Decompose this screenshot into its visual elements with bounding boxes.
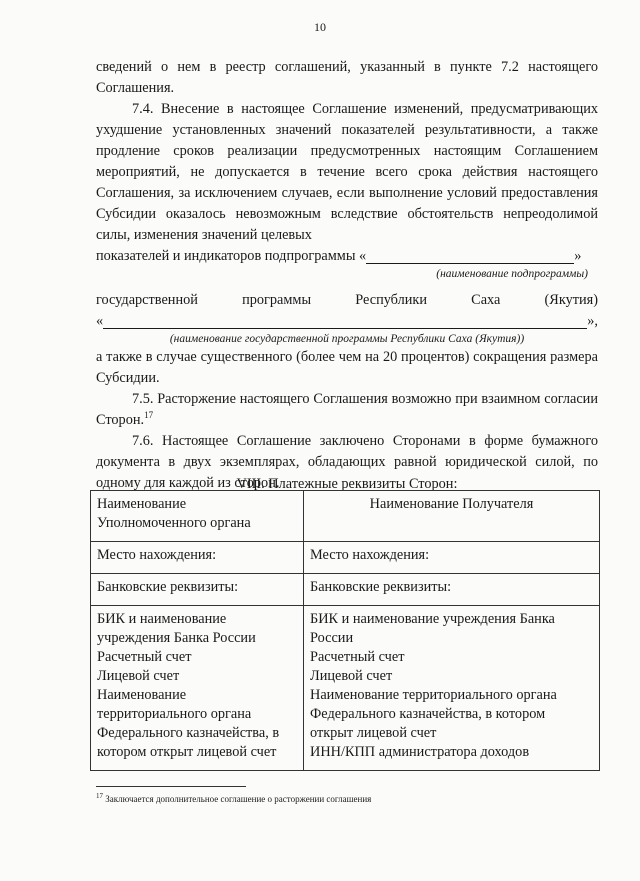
gov-word: программы [242,292,312,308]
table-row [91,491,600,542]
detail-line: территориального органа [97,706,252,722]
detail-line: Расчетный счет [310,649,405,665]
paragraph-7-4-tail: а также в случае существенного (более чем на 20 процентов) сокращения размера Субсидии. [96,349,598,386]
detail-line: Лицевой счет [310,668,393,684]
detail-line: Расчетный счет [97,649,192,665]
detail-line: ИНН/КПП администратора доходов [310,744,530,760]
table-row [91,542,600,574]
paragraph-7-4: 7.4. Внесение в настоящее Соглашение изменений, предусматривающих ухудшение установленных значений показателей результативности, а также продление сроков реализации предусмотренных настоящим Соглашением мероприятий, не допускается в течение всего срока действия настоящего Соглашения, за исключением случаев, если выполнение условий предоставления Субсидии оказалось невозможным вследствие обстоятельств непреодолимой силы, изменения значений целевых [96,101,598,243]
gov-program-line [96,290,598,311]
authority-location-cell: Место нахождения: [91,542,304,574]
detail-line: Федерального казначейства, в котором [310,706,546,722]
paragraph-7-3-tail: сведений о нем в реестр соглашений, указанный в пункте 7.2 настоящего Соглашения. [96,59,598,96]
recipient-bank-cell: Банковские реквизиты: [304,574,600,606]
paragraph-7-5 [96,389,598,431]
detail-line: России [310,630,354,646]
detail-line: Наименование [97,687,187,703]
authority-bank-cell: Банковские реквизиты: [91,574,304,606]
program-close-quote: », [587,313,598,329]
table-row [91,574,600,606]
program-hint: (наименование государственной программы Республики Саха (Якутия)) [169,333,525,345]
gov-word: государственной [96,292,198,308]
paragraph-7-5-text: 7.5. Расторжение настоящего Соглашения возможно при взаимном согласии Сторон. [96,391,598,428]
payment-details-table [90,490,600,771]
detail-line: учреждения Банка России [97,630,256,646]
gov-word: (Якутия) [544,292,598,308]
footnote-number: 17 [96,792,103,800]
subprogram-line-close: » [574,248,582,264]
footnote-divider [96,786,246,787]
gov-word: Саха [471,292,501,308]
authority-details-cell [91,606,304,771]
footnote-ref[interactable]: 17 [144,410,154,421]
paragraph-7-6: 7.6. Настоящее Соглашение заключено Сторонами в форме бумажного документа в двух экземплярах, обладающих равной юридической силой, по одному для каждой из сторон. [96,433,598,491]
detail-line: БИК и наименование [97,611,227,627]
authority-header-cell: Наименование Уполномоченного органа [91,491,304,542]
subprogram-blank[interactable] [366,248,574,264]
footnote [96,793,371,805]
recipient-location-cell: Место нахождения: [304,542,600,574]
detail-line: Федерального казначейства, в [97,725,280,741]
section-title: VIII. Платежные реквизиты Сторон: [236,476,458,492]
gov-word: Республики [355,292,427,308]
detail-line: Лицевой счет [97,668,180,684]
subprogram-hint: (наименование подпрограммы) [436,268,588,280]
document-body [96,57,598,494]
program-open-quote: « [96,313,104,329]
recipient-header-cell: Наименование Получателя [304,491,600,542]
program-fill-line [96,311,598,332]
program-blank[interactable] [103,313,587,329]
detail-line: БИК и наименование учреждения Банка [310,611,555,627]
detail-line: открыт лицевой счет [310,725,437,741]
footnote-text: Заключается дополнительное соглашение о расторжении соглашения [103,794,372,804]
recipient-details-cell [304,606,600,771]
detail-line: Наименование территориального органа [310,687,557,703]
detail-line: котором открыт лицевой счет [97,744,277,760]
table-row [91,606,600,771]
page-number: 10 [314,20,326,34]
subprogram-line-text: показателей и индикаторов подпрограммы « [96,248,367,264]
subprogram-fill-line [96,246,598,267]
